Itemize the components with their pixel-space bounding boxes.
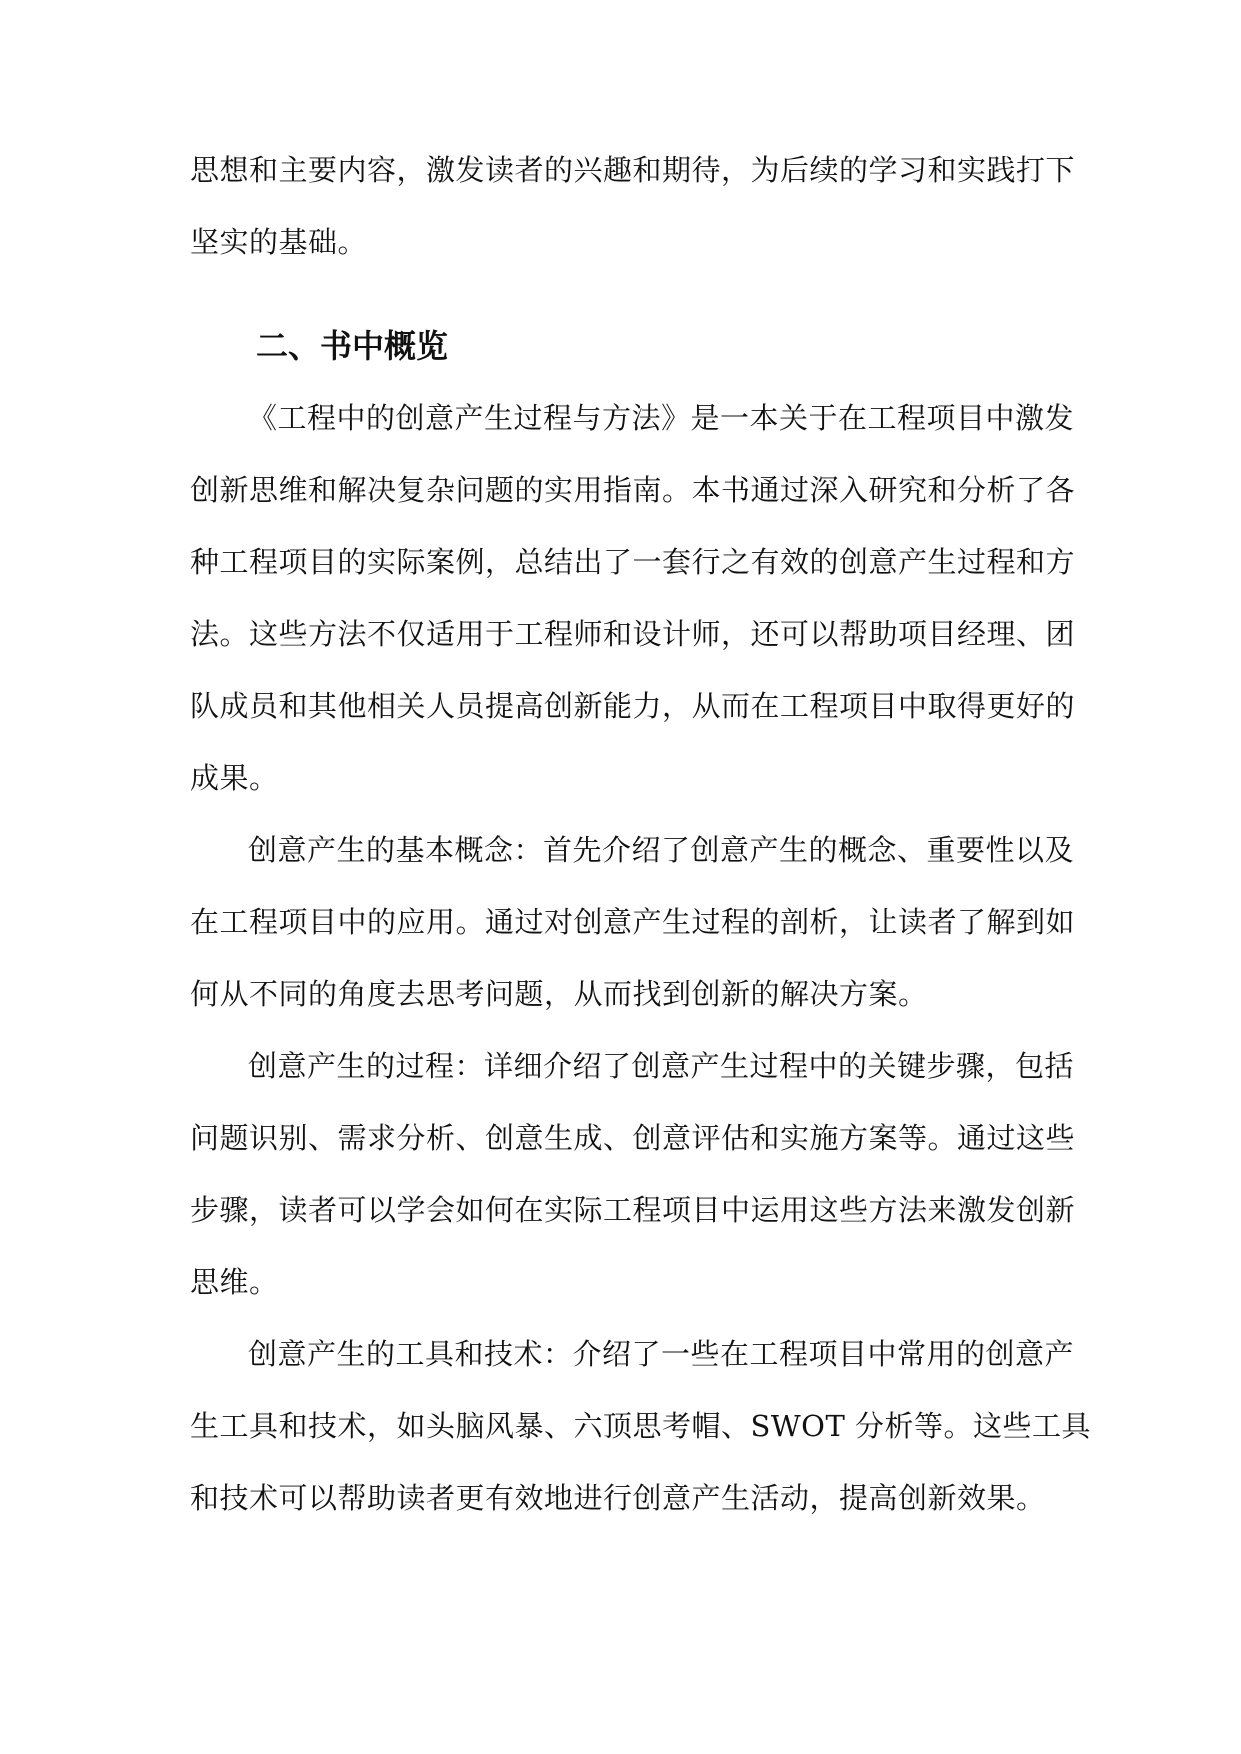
text-line: 法。这些方法不仅适用于工程师和设计师，还可以帮助项目经理、团: [190, 617, 1076, 651]
text-line: 步骤，读者可以学会如何在实际工程项目中运用这些方法来激发创新: [190, 1193, 1076, 1227]
text-line: 创新思维和解决复杂问题的实用指南。本书通过深入研究和分析了各: [190, 473, 1076, 507]
paragraph-tools-techniques: [190, 1318, 1092, 1534]
text-line: 创意产生的过程：详细介绍了创意产生过程中的关键步骤，包括: [248, 1049, 1075, 1083]
text-line: 在工程项目中的应用。通过对创意产生过程的剖析，让读者了解到如: [190, 905, 1076, 939]
text-line: 思维。: [190, 1265, 279, 1299]
paragraph-basic-concepts: [190, 814, 1076, 1030]
text-line: 思想和主要内容，激发读者的兴趣和期待，为后续的学习和实践打下: [190, 153, 1076, 187]
text-line: 和技术可以帮助读者更有效地进行创意产生活动，提高创新效果。: [190, 1481, 1046, 1515]
section-heading: 二、书中概览: [256, 327, 449, 365]
intro-paragraph: [190, 134, 1076, 278]
paragraph-process: [190, 1030, 1076, 1318]
text-line: 生工具和技术，如头脑风暴、六顶思考帽、SWOT 分析等。这些工具: [190, 1409, 1092, 1443]
text-line: 问题识别、需求分析、创意生成、创意评估和实施方案等。通过这些: [190, 1121, 1076, 1155]
text-line: 创意产生的工具和技术：介绍了一些在工程项目中常用的创意产: [248, 1337, 1075, 1371]
text-line: 何从不同的角度去思考问题，从而找到创新的解决方案。: [190, 977, 928, 1011]
text-line: 种工程项目的实际案例，总结出了一套行之有效的创意产生过程和方: [190, 545, 1076, 579]
text-line: 成果。: [190, 761, 279, 795]
text-line: 《工程中的创意产生过程与方法》是一本关于在工程项目中激发: [248, 401, 1075, 435]
text-line: 创意产生的基本概念：首先介绍了创意产生的概念、重要性以及: [248, 833, 1075, 867]
text-line: 队成员和其他相关人员提高创新能力，从而在工程项目中取得更好的: [190, 689, 1076, 723]
paragraph-book-overview: [190, 382, 1076, 814]
document-page: [190, 134, 1092, 1534]
text-line: 坚实的基础。: [190, 225, 368, 259]
